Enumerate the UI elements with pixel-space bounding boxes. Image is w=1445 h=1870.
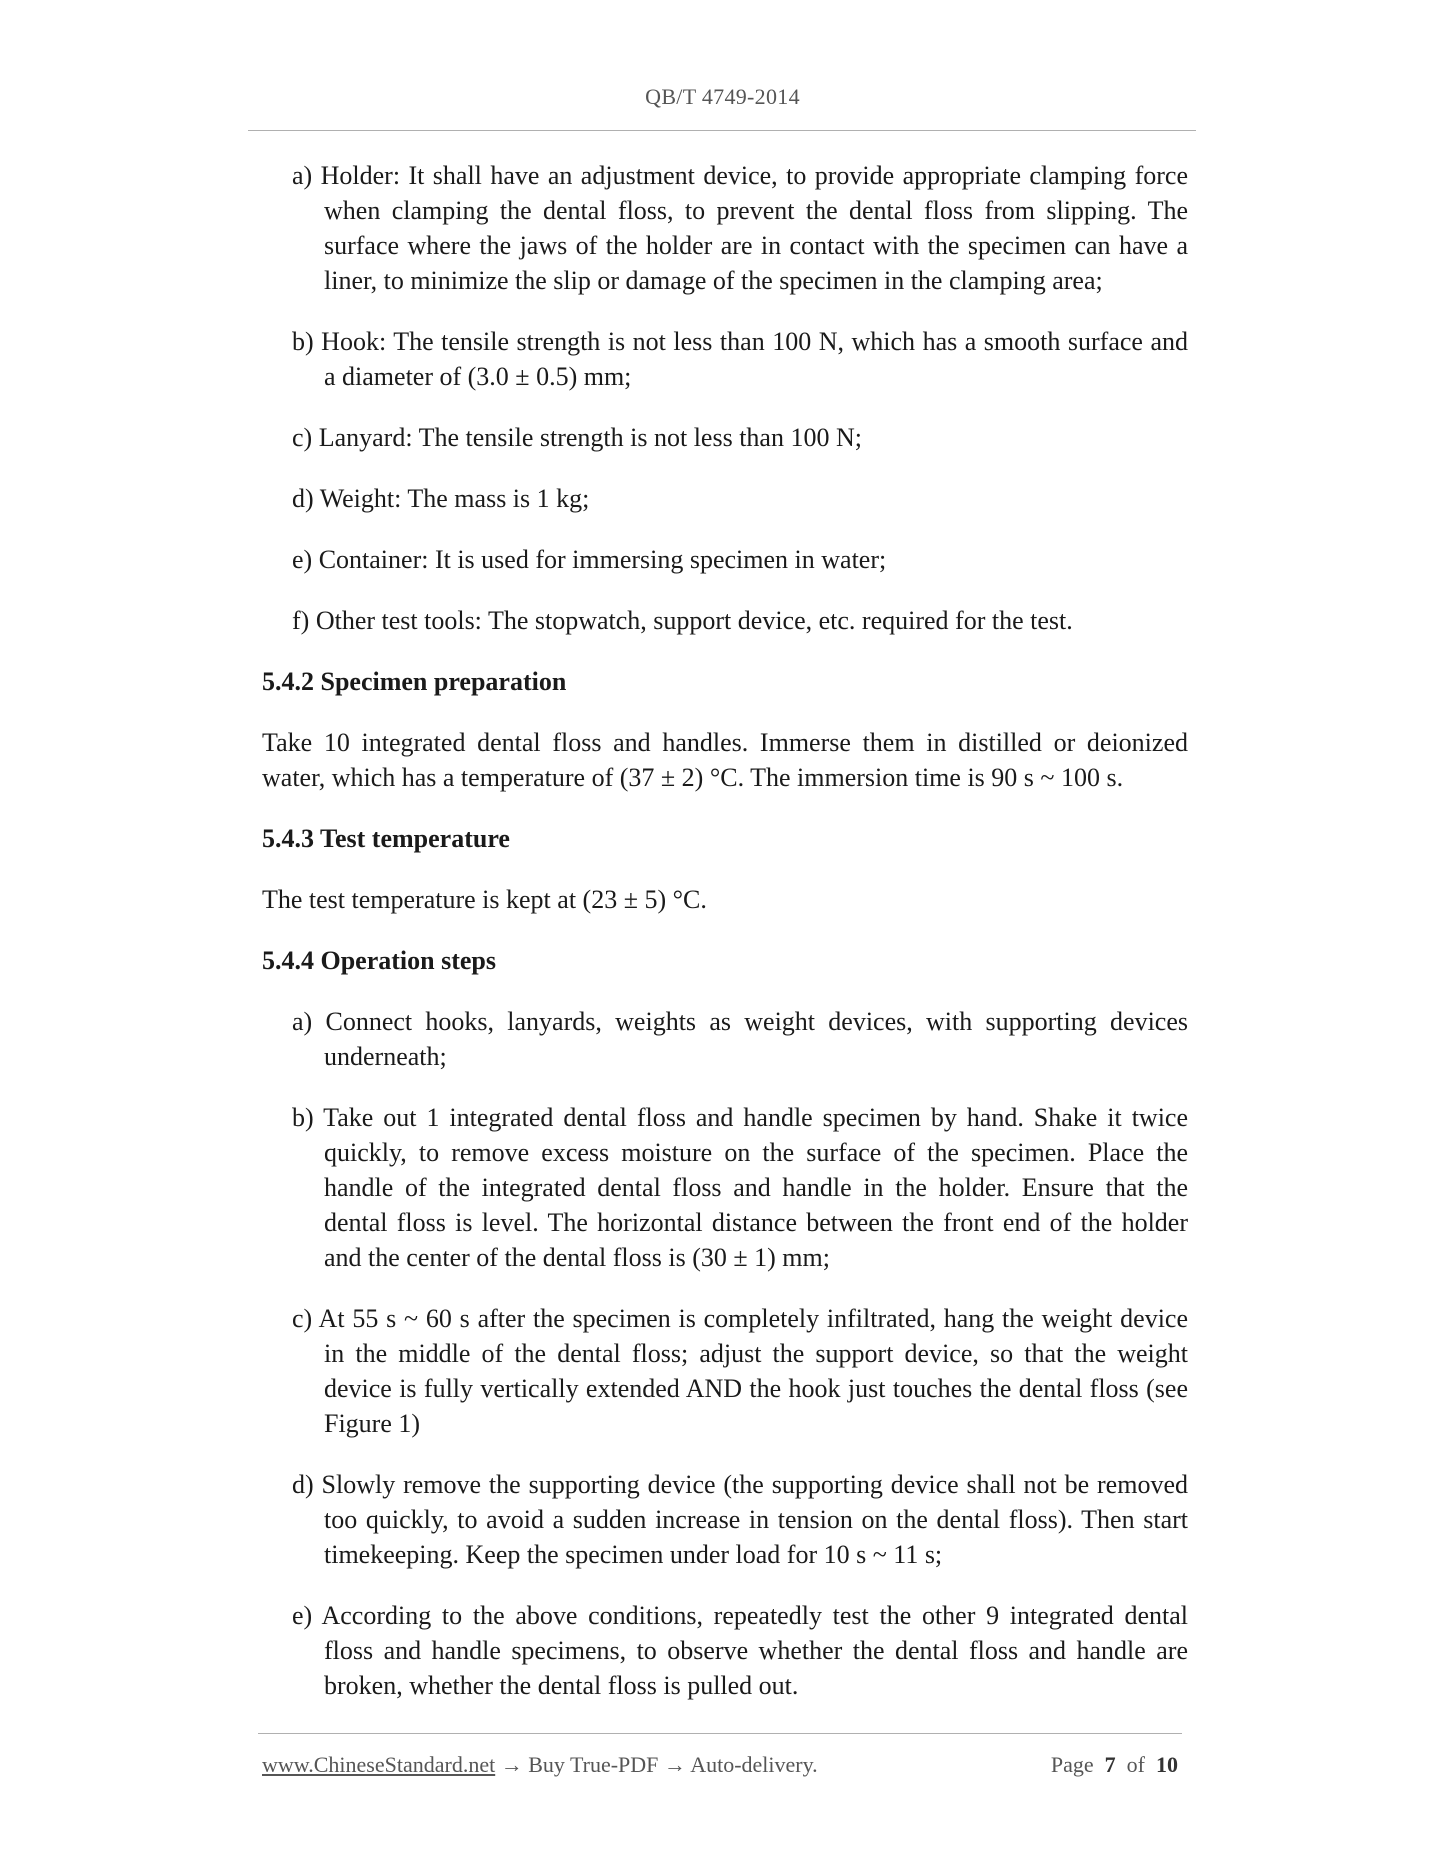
page-content xyxy=(262,158,1188,1729)
list-item-other-tools: f) Other test tools: The stopwatch, support device, etc. required for the test. xyxy=(292,606,1073,635)
paragraph-test-temperature: The test temperature is kept at (23 ± 5) °C. xyxy=(262,885,707,914)
step-item-hang-weight: c) At 55 s ~ 60 s after the specimen is completely infiltrated, hang the weight device in the middle of the dental floss; adjust the support device, so that the weight device is fully vertically extended AND the hook just touches the dental floss (see Figure 1) xyxy=(292,1304,1188,1438)
step-item-take-specimen: b) Take out 1 integrated dental floss and handle specimen by hand. Shake it twice quickly, to remove excess moisture on the surface of the specimen. Place the handle of the integrated dental floss and handle in the holder. Ensure that the dental floss is level. The horizontal distance between the front end of the holder and the center of the dental floss is (30 ± 1) mm; xyxy=(292,1103,1188,1272)
header-divider xyxy=(248,130,1196,131)
list-item-hook: b) Hook: The tensile strength is not less than 100 N, which has a smooth surface and a diameter of (3.0 ± 0.5) mm; xyxy=(292,327,1188,391)
paragraph-specimen-preparation: Take 10 integrated dental floss and handles. Immerse them in distilled or deionized water, which has a temperature of (37 ± 2) °C. The immersion time is 90 s ~ 100 s. xyxy=(262,728,1188,792)
section-heading-operation-steps: 5.4.4 Operation steps xyxy=(262,946,496,975)
page-number xyxy=(1051,1752,1178,1778)
step-item-remove-support: d) Slowly remove the supporting device (the supporting device shall not be removed too quickly, to avoid a sudden increase in tension on the dental floss). Then start timekeeping. Keep the specimen under load for 10 s ~ 11 s; xyxy=(292,1470,1188,1569)
website-link[interactable]: www.ChineseStandard.net xyxy=(262,1752,496,1777)
page-label: Page xyxy=(1050,1752,1094,1777)
page-of-label: of xyxy=(1126,1752,1145,1777)
footer-promo xyxy=(262,1752,818,1778)
page-current: 7 xyxy=(1104,1752,1116,1777)
section-heading-test-temperature: 5.4.3 Test temperature xyxy=(262,824,510,853)
list-item-holder: a) Holder: It shall have an adjustment device, to provide appropriate clamping force when clamping the dental floss, to prevent the dental floss from slipping. The surface where the jaws of the holder are in contact with the specimen can have a liner, to minimize the slip or damage of the specimen in the clamping area; xyxy=(292,161,1188,295)
page-total: 10 xyxy=(1156,1752,1178,1777)
step-item-connect-hooks: a) Connect hooks, lanyards, weights as weight devices, with supporting devices underneath; xyxy=(292,1007,1188,1071)
document-header-title: QB/T 4749-2014 xyxy=(645,84,800,109)
footer-divider xyxy=(258,1733,1182,1734)
list-item-container: e) Container: It is used for immersing specimen in water; xyxy=(292,545,887,574)
list-item-weight: d) Weight: The mass is 1 kg; xyxy=(292,484,590,513)
section-heading-specimen-preparation: 5.4.2 Specimen preparation xyxy=(262,667,567,696)
list-item-lanyard: c) Lanyard: The tensile strength is not less than 100 N; xyxy=(292,423,862,452)
footer-promo-text: → Buy True-PDF → Auto-delivery. xyxy=(495,1752,818,1777)
step-item-repeat-test: e) According to the above conditions, repeatedly test the other 9 integrated dental floss and handle specimens, to observe whether the dental floss and handle are broken, whether the dental floss is pulled out. xyxy=(292,1601,1188,1700)
